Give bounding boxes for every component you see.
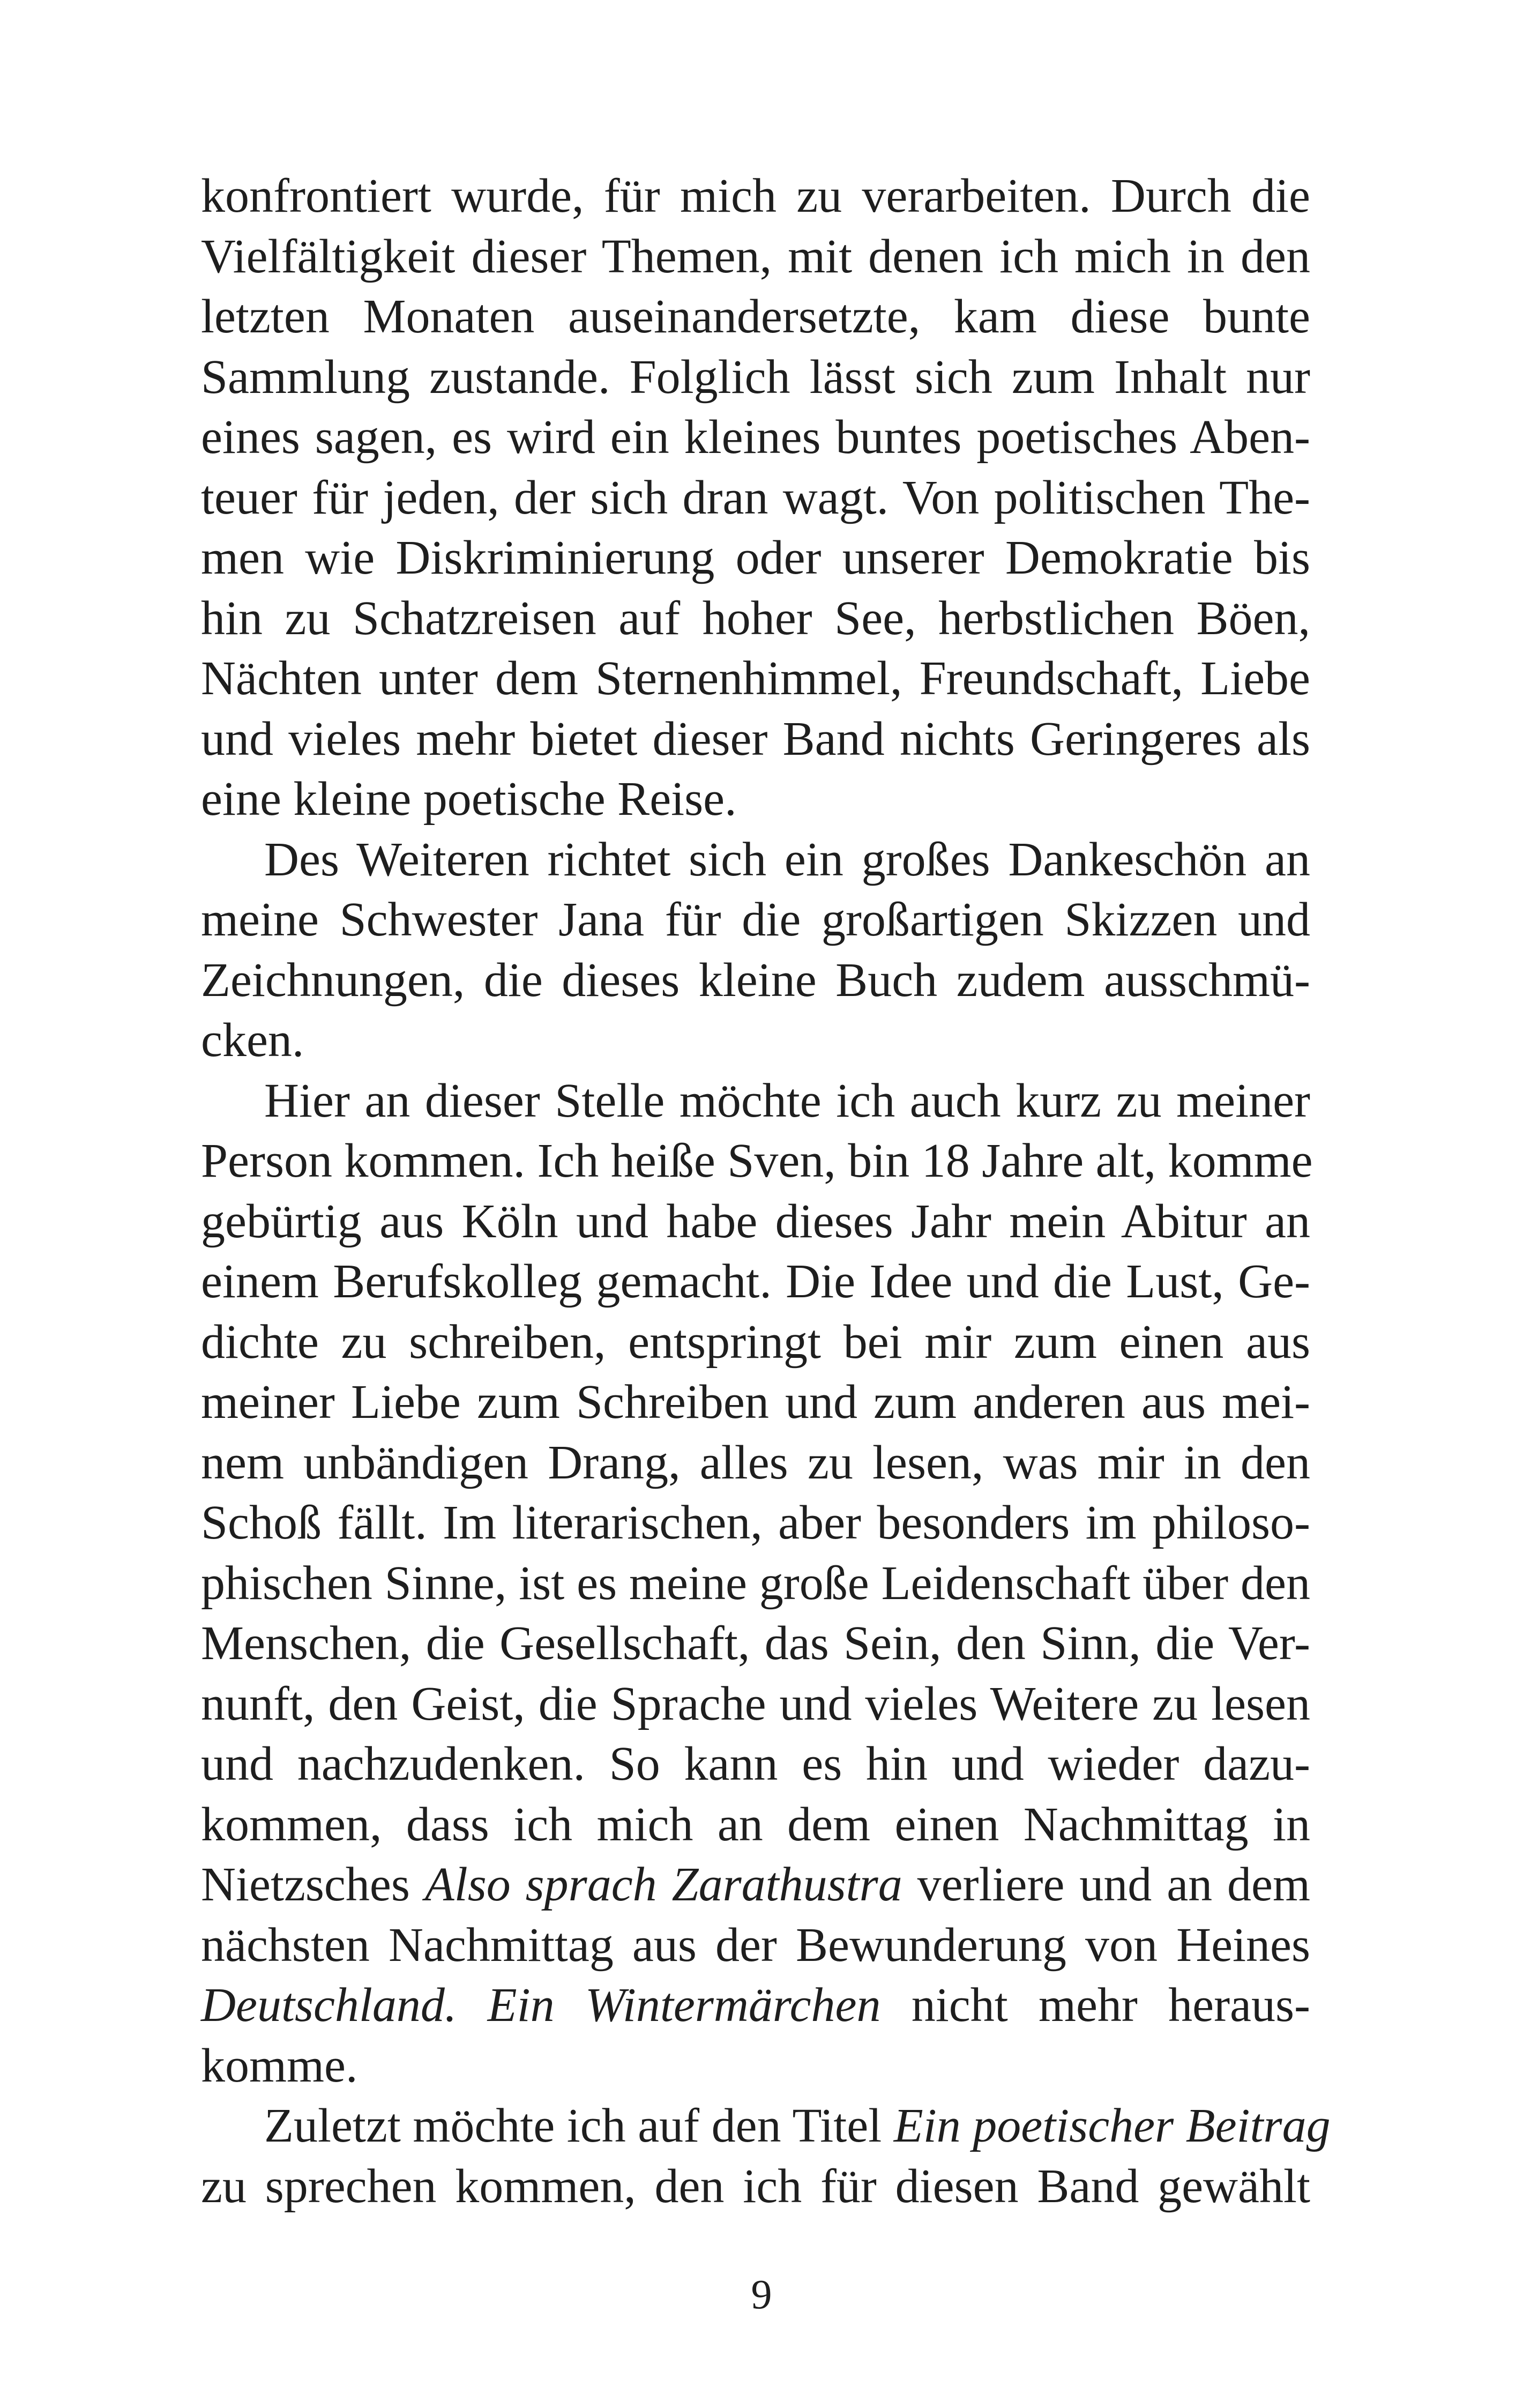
- text-run: nicht mehr heraus-: [880, 1979, 1310, 2032]
- text-line: komme.: [201, 2039, 358, 2092]
- book-title-wintermaerchen: Deutschland. Ein Wintermärchen: [201, 1979, 881, 2032]
- text-line: eines sagen, es wird ein kleines buntes poetisches Aben-: [201, 411, 1310, 464]
- text-line: [201, 2096, 1331, 2157]
- text-line: teuer für jeden, der sich dran wagt. Von politischen The-: [201, 471, 1310, 524]
- book-title-zarathustra: Also sprach Zarathustra: [424, 1858, 902, 1911]
- text-line: kommen, dass ich mich an dem einen Nachmittag in: [201, 1797, 1310, 1851]
- book-title-beitrag: Ein poetischer Beitrag: [893, 2099, 1331, 2152]
- text-line: meiner Liebe zum Schreiben und zum anderen aus mei-: [201, 1376, 1310, 1429]
- text-line: Sammlung zustande. Folglich lässt sich zum Inhalt nur: [201, 350, 1310, 404]
- text-line: gebürtig aus Köln und habe dieses Jahr mein Abitur an: [201, 1194, 1310, 1248]
- text-line: Schoß fällt. Im literarischen, aber besonders im philoso-: [201, 1496, 1310, 1549]
- text-run: verliere und an dem: [902, 1858, 1311, 1911]
- text-line: Menschen, die Gesellschaft, das Sein, den Sinn, die Ver-: [201, 1617, 1310, 1670]
- text-line: eine kleine poetische Reise.: [201, 772, 737, 826]
- text-line: dichte zu schreiben, entspringt bei mir zum einen aus: [201, 1315, 1310, 1369]
- text-line: nem unbändigen Drang, alles zu lesen, was mir in den: [201, 1436, 1310, 1489]
- text-line: men wie Diskriminierung oder unserer Demokratie bis: [201, 531, 1310, 584]
- text-line: hin zu Schatzreisen auf hoher See, herbstlichen Böen,: [201, 591, 1310, 645]
- text-line: phischen Sinne, ist es meine große Leidenschaft über den: [201, 1556, 1310, 1610]
- text-line: konfrontiert wurde, für mich zu verarbeiten. Durch die: [201, 169, 1310, 222]
- paragraph-2: [201, 830, 1310, 1071]
- text-line: und vieles mehr bietet dieser Band nichts Geringeres als: [201, 712, 1310, 765]
- text-line: meine Schwester Jana für die großartigen Skizzen und: [201, 893, 1310, 946]
- paragraph-4: [201, 2096, 1331, 2217]
- text-line: Vielfältigkeit dieser Themen, mit denen ich mich in den: [201, 229, 1310, 283]
- text-run: Zuletzt möchte ich auf den Titel: [264, 2099, 894, 2152]
- text-line: Hier an dieser Stelle möchte ich auch kurz zu meiner: [264, 1074, 1310, 1127]
- text-line: nächsten Nachmittag aus der Bewunderung von Heines: [201, 1918, 1310, 1972]
- page-number: 9: [751, 2271, 772, 2317]
- text-line: Person kommen. Ich heiße Sven, bin 18 Jahre alt, komme: [201, 1134, 1313, 1187]
- text-line: Zeichnungen, die dieses kleine Buch zudem ausschmü-: [201, 953, 1310, 1007]
- paragraph-1: [201, 166, 1310, 830]
- text-line: einem Berufskolleg gemacht. Die Idee und die Lust, Ge-: [201, 1255, 1310, 1308]
- text-run: Nietzsches: [201, 1858, 425, 1911]
- paragraph-3: [201, 1071, 1313, 2097]
- text-line: Des Weiteren richtet sich ein großes Dankeschön an: [264, 833, 1310, 886]
- text-line: cken.: [201, 1014, 304, 1067]
- text-line: letzten Monaten auseinandersetzte, kam diese bunte: [201, 290, 1310, 343]
- text-line: nunft, den Geist, die Sprache und vieles Weitere zu lesen: [201, 1677, 1310, 1730]
- text-line: [201, 1975, 1310, 2036]
- body-text: [201, 166, 1331, 2217]
- text-line: [201, 1855, 1310, 1915]
- text-line: zu sprechen kommen, den ich für diesen Band gewählt: [201, 2159, 1310, 2213]
- text-line: und nachzudenken. So kann es hin und wieder dazu-: [201, 1737, 1310, 1790]
- text-line: Nächten unter dem Sternenhimmel, Freundschaft, Liebe: [201, 652, 1310, 705]
